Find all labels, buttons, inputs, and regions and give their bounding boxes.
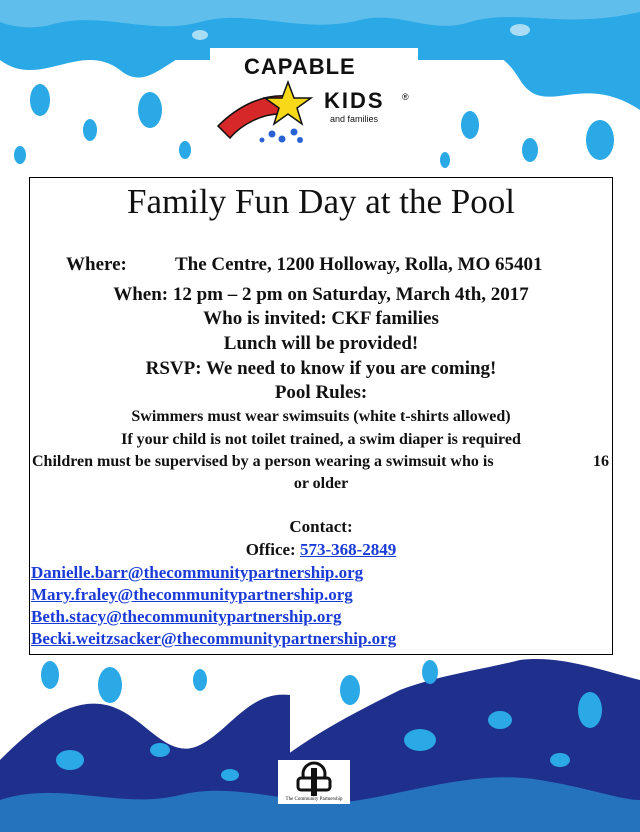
invited-line: Who is invited: CKF families — [203, 308, 439, 329]
where-value: The Centre, 1200 Holloway, Rolla, MO 65401 — [175, 254, 543, 275]
logo-registered-mark: ® — [402, 92, 409, 102]
office-label: Office: — [245, 540, 300, 559]
office-phone-link[interactable]: 573-368-2849 — [299, 540, 397, 559]
rule-item-age: 16 — [593, 453, 609, 470]
lunch-line: Lunch will be provided! — [223, 333, 419, 354]
logo-and-families-text: and families — [330, 114, 379, 124]
office-line — [30, 540, 612, 560]
rule-item: Swimmers must wear swimsuits (white t-shirts allowed) — [131, 408, 511, 425]
email-link-becki[interactable]: Becki.weitzsacker@thecommunitypartnership.org — [31, 629, 397, 648]
community-partnership-logo — [278, 760, 350, 804]
logo-kids-text: KIDS — [324, 88, 385, 113]
flyer-box — [29, 177, 613, 655]
rule-item-continued: or older — [293, 475, 349, 492]
email-link-mary[interactable]: Mary.fraley@thecommunitypartnership.org — [31, 585, 353, 604]
email-link-danielle[interactable]: Danielle.barr@thecommunitypartnership.org — [31, 563, 364, 582]
capable-kids-logo — [210, 48, 418, 148]
email-link-beth[interactable]: Beth.stacy@thecommunitypartnership.org — [31, 607, 342, 626]
rsvp-line: RSVP: We need to know if you are coming! — [145, 358, 497, 379]
logo-capable-text: CAPABLE — [244, 54, 356, 79]
star-swoosh-icon — [210, 76, 320, 146]
where-label: Where: — [66, 254, 127, 275]
partnership-caption: The Community Partnership — [285, 797, 343, 802]
when-line: When: 12 pm – 2 pm on Saturday, March 4th, 2017 — [113, 284, 529, 305]
contact-heading: Contact: — [289, 517, 353, 536]
pool-rules-heading: Pool Rules: — [274, 382, 368, 403]
water-splash-bottom — [0, 650, 640, 832]
rule-item-text: Children must be supervised by a person wearing a swimsuit who is — [32, 453, 494, 470]
flyer-title: Family Fun Day at the Pool — [127, 182, 515, 221]
rule-item: If your child is not toilet trained, a swim diaper is required — [121, 431, 521, 448]
